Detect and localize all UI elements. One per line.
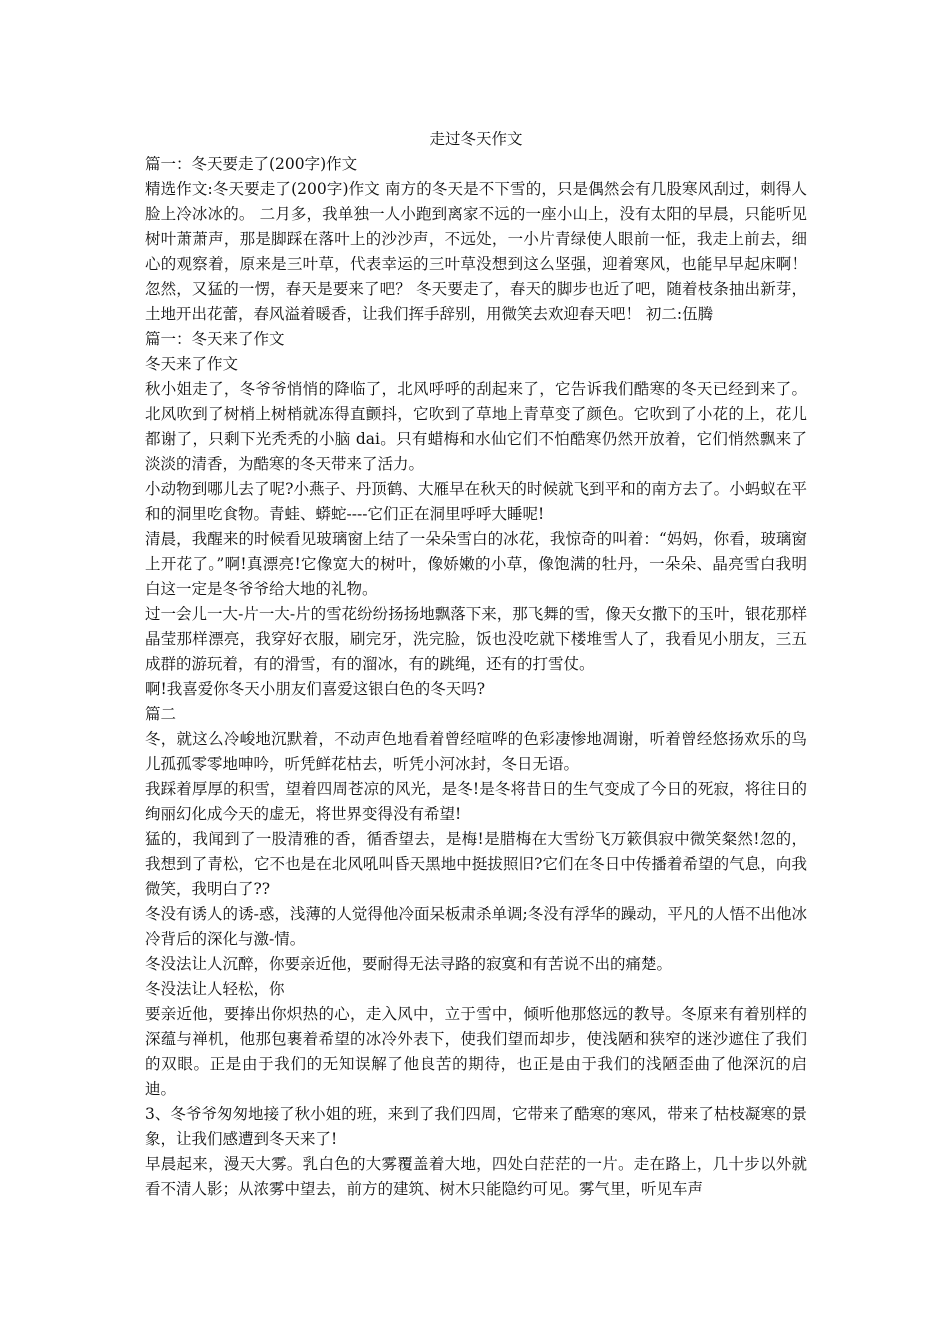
paragraph: 小动物到哪儿去了呢?小燕子、丹顶鹤、大雁早在秋天的时候就飞到平和的南方去了。小蚂蚁在平和的洞里吃食物。青蛙、蟒蛇----它们正在洞里呼呼大睡呢! [145, 480, 807, 523]
paragraph: 冬没法让人沉醉，你要亲近他，要耐得无法寻路的寂寞和有苦说不出的痛楚。 [145, 955, 673, 973]
paragraph: 冬没法让人轻松，你 [145, 980, 285, 998]
paragraph: 冬天来了作文 [145, 355, 239, 373]
paragraph: 篇一：冬天要走了(200字)作文 [145, 155, 358, 173]
paragraph: 我踩着厚厚的积雪，望着四周苍凉的风光，是冬!是冬将昔日的生气变成了今日的死寂，将往日的绚丽幻化成今天的虚无，将世界变得没有希望! [145, 780, 807, 823]
paragraph: 啊!我喜爱你冬天小朋友们喜爱这银白色的冬天吗? [145, 680, 486, 698]
document-page [145, 127, 807, 1202]
paragraph: 秋小姐走了，冬爷爷悄悄的降临了，北风呼呼的刮起来了，它告诉我们酷寒的冬天已经到来了。北风吹到了树梢上树梢就冻得直颤抖，它吹到了草地上青草变了颜色。它吹到了小花的上，花儿都谢了，只剩下光秃秃的小脑 dai。只有蜡梅和水仙它们不怕酷寒仍然开放着，它们悄然飘来了淡淡的清香，为酷寒的冬天带来了活力。 [145, 380, 807, 473]
paragraph: 要亲近他，要捧出你炽热的心，走入风中，立于雪中，倾听他那悠远的教导。冬原来有着别样的深蕴与禅机，他那包裹着希望的冰冷外表下，使我们望而却步，使浅陋和狭窄的迷沙遮住了我们的双眼。正是由于我们的无知误解了他良苦的期待，也正是由于我们的浅陋歪曲了他深沉的启迪。 [145, 1005, 807, 1098]
paragraph: 猛的，我闻到了一股清雅的香，循香望去，是梅!是腊梅在大雪纷飞万簌俱寂中微笑粲然!忽的，我想到了青松，它不也是在北风吼叫昏天黑地中挺拔照旧?它们在冬日中传播着希望的气息，向我微笑，我明白了?? [145, 830, 807, 898]
paragraph: 冬，就这么冷峻地沉默着，不动声色地看着曾经喧哗的色彩凄惨地凋谢，听着曾经悠扬欢乐的鸟儿孤孤零零地呻吟，听凭鲜花枯去，听凭小河冰封，冬日无语。 [145, 730, 807, 773]
document-title: 走过冬天作文 [429, 130, 523, 148]
paragraph: 早晨起来，漫天大雾。乳白色的大雾覆盖着大地，四处白茫茫的一片。走在路上，几十步以外就看不清人影；从浓雾中望去，前方的建筑、树木只能隐约可见。雾气里，听见车声 [145, 1155, 807, 1198]
paragraph: 篇二 [145, 705, 177, 723]
paragraph: 清晨，我醒来的时候看见玻璃窗上结了一朵朵雪白的冰花，我惊奇的叫着：“妈妈，你看，玻璃窗上开花了。”啊!真漂亮!它像宽大的树叶，像娇嫩的小草，像饱满的牡丹，一朵朵、晶亮雪白我明白这一定是冬爷爷给大地的礼物。 [145, 530, 807, 598]
paragraph: 精选作文:冬天要走了(200字)作文 南方的冬天是不下雪的，只是偶然会有几股寒风刮过，刺得人脸上冷冰冰的。 二月多，我单独一人小跑到离家不远的一座小山上，没有太阳的早晨，只能听见树叶萧萧声，那是脚踩在落叶上的沙沙声，不远处，一小片青绿使人眼前一怔，我走上前去，细心的观察着，原来是三叶草，代表幸运的三叶草没想到这么坚强，迎着寒风，也能早早起床啊！ 忽然，又猛的一愣，春天是要来了吧？ 冬天要走了，春天的脚步也近了吧，随着枝条抽出新芽，土地开出花蕾，春风溢着暖香，让我们挥手辞别，用微笑去欢迎春天吧！ 初二:伍腾 [145, 180, 807, 323]
paragraph: 篇一：冬天来了作文 [145, 330, 285, 348]
paragraph: 过一会儿一大-片一大-片的雪花纷纷扬扬地飘落下来，那飞舞的雪，像天女撒下的玉叶，银花那样晶莹那样漂亮，我穿好衣服，刷完牙，洗完脸，饭也没吃就下楼堆雪人了，我看见小朋友，三五成群的游玩着，有的滑雪，有的溜冰，有的跳绳，还有的打雪仗。 [145, 605, 807, 673]
paragraph: 冬没有诱人的诱-惑，浅薄的人觉得他冷面呆板肃杀单调;冬没有浮华的躁动，平凡的人悟不出他冰冷背后的深化与激-情。 [145, 905, 807, 948]
paragraph: 3、冬爷爷匆匆地接了秋小姐的班，来到了我们四周，它带来了酷寒的寒风，带来了枯枝凝寒的景象，让我们感遭到冬天来了! [145, 1105, 807, 1148]
